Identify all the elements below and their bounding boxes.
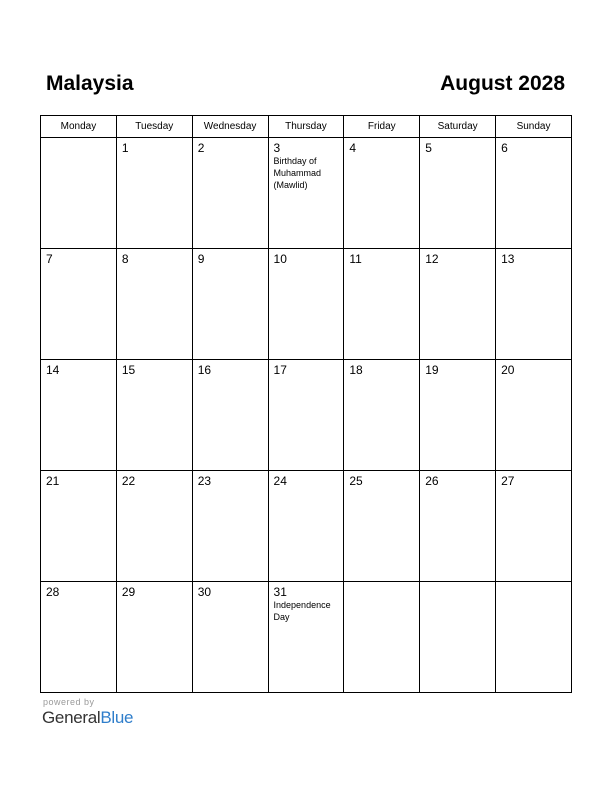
weekday-header: Monday	[41, 116, 117, 138]
country-title: Malaysia	[46, 72, 134, 95]
day-cell	[116, 138, 192, 249]
day-cell	[268, 360, 344, 471]
generalblue-logo[interactable]	[42, 708, 133, 728]
day-cell	[496, 249, 572, 360]
day-cell	[41, 471, 117, 582]
day-cell	[496, 471, 572, 582]
day-cell	[496, 360, 572, 471]
day-number: 27	[501, 474, 515, 488]
day-number: 24	[273, 474, 287, 488]
weekday-header-row	[41, 116, 572, 138]
day-number: 10	[273, 252, 287, 266]
brand-general-text: General	[42, 708, 101, 727]
day-cell	[116, 582, 192, 693]
day-number: 21	[46, 474, 60, 488]
day-cell	[420, 360, 496, 471]
day-number: 5	[425, 141, 432, 155]
day-cell	[344, 471, 420, 582]
day-cell	[116, 360, 192, 471]
day-cell	[420, 471, 496, 582]
day-number: 13	[501, 252, 515, 266]
day-number: 29	[121, 585, 136, 599]
day-cell	[41, 360, 117, 471]
day-number: 23	[197, 474, 212, 488]
holiday-label: Birthday of Muhammad (Mawlid)	[273, 156, 322, 190]
day-number: 6	[501, 141, 508, 155]
day-cell	[41, 582, 117, 693]
day-number: 31	[273, 585, 287, 599]
weekday-header: Thursday	[268, 116, 344, 138]
day-cell	[420, 582, 496, 693]
day-number: 20	[501, 363, 515, 377]
day-cell	[268, 582, 344, 693]
day-number: 28	[46, 585, 60, 599]
week-row	[41, 138, 572, 249]
day-cell	[344, 582, 420, 693]
holiday-label: Independence Day	[273, 600, 331, 622]
month-year-title: August 2028	[440, 72, 565, 95]
day-cell	[192, 582, 268, 693]
weekday-header: Wednesday	[192, 116, 268, 138]
brand-blue-text: Blue	[100, 708, 134, 727]
day-number: 2	[197, 141, 205, 155]
calendar-grid	[40, 115, 572, 693]
day-cell	[344, 138, 420, 249]
day-number: 3	[273, 141, 281, 155]
day-number: 26	[425, 474, 439, 488]
day-cell	[496, 138, 572, 249]
day-cell	[192, 471, 268, 582]
day-cell	[420, 138, 496, 249]
day-cell	[116, 471, 192, 582]
day-cell	[496, 582, 572, 693]
day-number: 25	[349, 474, 363, 488]
day-number: 17	[273, 363, 287, 377]
day-number: 14	[46, 363, 60, 377]
day-cell	[192, 249, 268, 360]
week-row	[41, 249, 572, 360]
day-number	[420, 582, 495, 585]
day-number	[41, 138, 116, 141]
day-number	[496, 582, 571, 585]
day-number: 12	[425, 252, 439, 266]
day-cell	[41, 138, 117, 249]
day-cell	[192, 138, 268, 249]
day-number: 19	[425, 363, 439, 377]
day-cell	[268, 138, 344, 249]
day-cell	[420, 249, 496, 360]
day-number: 22	[121, 474, 136, 488]
week-row	[41, 360, 572, 471]
day-cell	[344, 249, 420, 360]
week-row	[41, 471, 572, 582]
weekday-header: Friday	[344, 116, 420, 138]
week-row	[41, 582, 572, 693]
weekday-header: Saturday	[420, 116, 496, 138]
day-cell	[116, 249, 192, 360]
day-number	[344, 582, 419, 585]
day-cell	[268, 471, 344, 582]
day-cell	[268, 249, 344, 360]
powered-by-label: powered by	[43, 697, 95, 707]
day-number: 15	[121, 363, 136, 377]
day-cell	[344, 360, 420, 471]
day-number: 11	[349, 252, 362, 266]
day-number: 18	[349, 363, 363, 377]
day-number: 9	[197, 252, 205, 266]
day-cell	[41, 249, 117, 360]
weekday-header: Tuesday	[116, 116, 192, 138]
weekday-header: Sunday	[496, 116, 572, 138]
day-number: 1	[121, 141, 129, 155]
day-number: 30	[197, 585, 212, 599]
day-number: 8	[121, 252, 129, 266]
day-number: 7	[46, 252, 53, 266]
day-cell	[192, 360, 268, 471]
day-number: 4	[349, 141, 357, 155]
day-number: 16	[197, 363, 212, 377]
